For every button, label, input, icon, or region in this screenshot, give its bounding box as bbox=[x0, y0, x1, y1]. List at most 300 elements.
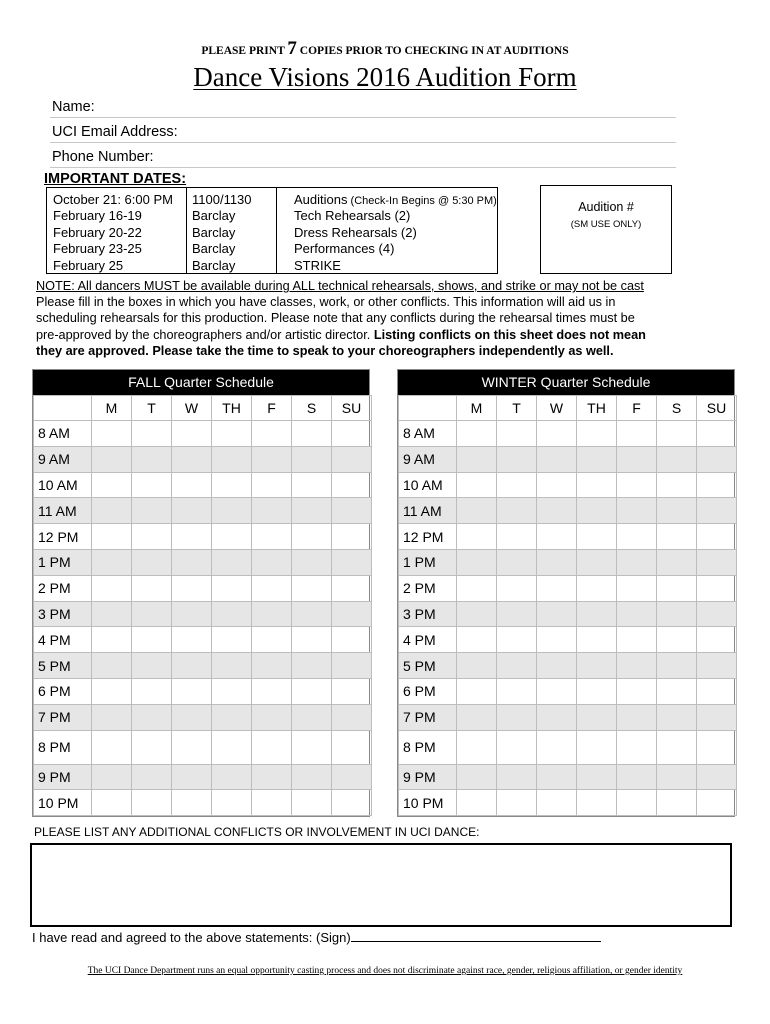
schedule-cell[interactable] bbox=[657, 421, 697, 447]
schedule-cell[interactable] bbox=[577, 446, 617, 472]
schedule-cell[interactable] bbox=[697, 549, 737, 575]
schedule-cell[interactable] bbox=[172, 421, 212, 447]
hour-label: 3 PM bbox=[399, 601, 457, 627]
schedule-cell[interactable] bbox=[252, 627, 292, 653]
print-instruction-post: COPIES PRIOR TO CHECKING IN AT AUDITIONS bbox=[296, 45, 569, 57]
schedule-cell[interactable] bbox=[292, 790, 332, 816]
signature-label: I have read and agreed to the above statements: (Sign) bbox=[32, 930, 351, 945]
hour-label: 7 PM bbox=[34, 704, 92, 730]
schedule-cell[interactable] bbox=[212, 653, 252, 679]
schedule-cell[interactable] bbox=[212, 575, 252, 601]
events-column bbox=[277, 188, 497, 273]
schedule-cell[interactable] bbox=[332, 575, 372, 601]
schedule-cell[interactable] bbox=[697, 678, 737, 704]
hour-label: 1 PM bbox=[399, 549, 457, 575]
schedule-cell[interactable] bbox=[252, 421, 292, 447]
note-line: NOTE: All dancers MUST be available during ALL technical rehearsals, shows, and strike or may not be cast bbox=[36, 279, 644, 293]
schedule-cell[interactable] bbox=[172, 472, 212, 498]
signature-field[interactable] bbox=[351, 930, 601, 942]
day-header: TH bbox=[577, 396, 617, 421]
schedule-cell[interactable] bbox=[132, 446, 172, 472]
hour-row bbox=[399, 549, 737, 575]
schedule-cell[interactable] bbox=[212, 446, 252, 472]
hour-label: 8 PM bbox=[399, 730, 457, 764]
schedule-cell[interactable] bbox=[657, 601, 697, 627]
schedule-cell[interactable] bbox=[252, 653, 292, 679]
schedule-cell[interactable] bbox=[332, 472, 372, 498]
schedule-cell[interactable] bbox=[537, 653, 577, 679]
schedule-cell[interactable] bbox=[537, 730, 577, 764]
audition-number-box bbox=[540, 185, 672, 274]
schedule-cell[interactable] bbox=[497, 575, 537, 601]
schedule-cell[interactable] bbox=[457, 653, 497, 679]
schedule-cell[interactable] bbox=[252, 549, 292, 575]
schedule-cell[interactable] bbox=[577, 627, 617, 653]
schedule-cell[interactable] bbox=[497, 764, 537, 790]
hour-row bbox=[34, 730, 372, 764]
schedule-cell[interactable] bbox=[172, 704, 212, 730]
schedule-cell[interactable] bbox=[657, 678, 697, 704]
schedule-cell[interactable] bbox=[212, 498, 252, 524]
schedule-cell[interactable] bbox=[332, 764, 372, 790]
day-header: SU bbox=[332, 396, 372, 421]
hour-row bbox=[34, 472, 372, 498]
schedule-cell[interactable] bbox=[332, 730, 372, 764]
schedule-cell[interactable] bbox=[537, 790, 577, 816]
hour-label: 8 AM bbox=[399, 421, 457, 447]
schedule-cell[interactable] bbox=[172, 653, 212, 679]
day-header: S bbox=[292, 396, 332, 421]
hour-row bbox=[34, 549, 372, 575]
schedule-cell[interactable] bbox=[537, 627, 577, 653]
schedule-cell[interactable] bbox=[172, 446, 212, 472]
schedule-cell[interactable] bbox=[457, 790, 497, 816]
hour-row bbox=[34, 704, 372, 730]
schedule-cell[interactable] bbox=[577, 472, 617, 498]
hour-row bbox=[34, 653, 372, 679]
schedule-cell[interactable] bbox=[332, 421, 372, 447]
schedule-cell[interactable] bbox=[577, 678, 617, 704]
schedule-cell[interactable] bbox=[292, 627, 332, 653]
schedule-cell[interactable] bbox=[657, 704, 697, 730]
schedule-cell[interactable] bbox=[132, 730, 172, 764]
schedule-cell[interactable] bbox=[132, 524, 172, 550]
schedule-cell[interactable] bbox=[457, 730, 497, 764]
hour-row bbox=[34, 498, 372, 524]
hour-label: 9 AM bbox=[399, 446, 457, 472]
day-header-row bbox=[34, 396, 372, 421]
schedule-cell[interactable] bbox=[497, 524, 537, 550]
hour-label: 9 PM bbox=[34, 764, 92, 790]
schedule-cell[interactable] bbox=[252, 472, 292, 498]
fall-schedule-title: FALL Quarter Schedule bbox=[33, 370, 369, 395]
schedule-cell[interactable] bbox=[657, 524, 697, 550]
schedule-cell[interactable] bbox=[252, 601, 292, 627]
hour-label: 5 PM bbox=[34, 653, 92, 679]
event-cell bbox=[294, 258, 341, 273]
schedule-cell[interactable] bbox=[457, 446, 497, 472]
schedule-cell[interactable] bbox=[212, 524, 252, 550]
schedule-cell[interactable] bbox=[697, 627, 737, 653]
hour-row bbox=[34, 446, 372, 472]
name-field[interactable] bbox=[50, 98, 676, 118]
note-line: scheduling rehearsals for this production. Please note that any conflicts during the rehearsal times must be bbox=[36, 311, 635, 326]
schedule-cell[interactable] bbox=[172, 575, 212, 601]
hour-row bbox=[34, 601, 372, 627]
schedule-cell[interactable] bbox=[617, 653, 657, 679]
schedule-cell[interactable] bbox=[172, 524, 212, 550]
hour-row bbox=[399, 601, 737, 627]
schedule-cell[interactable] bbox=[292, 421, 332, 447]
schedule-cell[interactable] bbox=[92, 498, 132, 524]
hour-label: 4 PM bbox=[34, 627, 92, 653]
schedule-cell[interactable] bbox=[172, 790, 212, 816]
sm-use-only-label: (SM USE ONLY) bbox=[570, 219, 642, 230]
schedule-cell[interactable] bbox=[537, 472, 577, 498]
schedule-cell[interactable] bbox=[92, 627, 132, 653]
winter-schedule bbox=[397, 369, 735, 817]
schedule-cell[interactable] bbox=[697, 575, 737, 601]
schedule-cell[interactable] bbox=[172, 627, 212, 653]
hour-row bbox=[34, 627, 372, 653]
schedule-cell[interactable] bbox=[497, 653, 537, 679]
schedule-cell[interactable] bbox=[617, 498, 657, 524]
schedule-cell[interactable] bbox=[577, 524, 617, 550]
schedule-cell[interactable] bbox=[212, 601, 252, 627]
schedule-cell[interactable] bbox=[132, 704, 172, 730]
note-line: Please fill in the boxes in which you have classes, work, or other conflicts. This information will aid us in bbox=[36, 295, 616, 310]
schedule-cell[interactable] bbox=[457, 524, 497, 550]
important-dates-heading: IMPORTANT DATES: bbox=[44, 171, 187, 187]
schedule-cell[interactable] bbox=[132, 498, 172, 524]
conflicts-textarea[interactable] bbox=[30, 843, 732, 927]
schedule-cell[interactable] bbox=[537, 764, 577, 790]
schedule-cell[interactable] bbox=[577, 764, 617, 790]
hour-label: 9 AM bbox=[34, 446, 92, 472]
schedule-cell[interactable] bbox=[212, 472, 252, 498]
schedule-cell[interactable] bbox=[617, 704, 657, 730]
schedule-cell[interactable] bbox=[212, 549, 252, 575]
schedule-cell[interactable] bbox=[172, 601, 212, 627]
schedule-cell[interactable] bbox=[252, 730, 292, 764]
schedule-cell[interactable] bbox=[617, 575, 657, 601]
schedule-cell[interactable] bbox=[252, 790, 292, 816]
hour-row bbox=[399, 764, 737, 790]
event-name: Dress Rehearsals (2) bbox=[294, 224, 417, 240]
schedule-cell[interactable] bbox=[172, 730, 212, 764]
schedule-cell[interactable] bbox=[457, 575, 497, 601]
hour-label: 3 PM bbox=[34, 601, 92, 627]
schedule-cell[interactable] bbox=[617, 549, 657, 575]
schedule-cell[interactable] bbox=[132, 472, 172, 498]
schedule-cell[interactable] bbox=[212, 730, 252, 764]
schedule-cell[interactable] bbox=[697, 730, 737, 764]
schedule-cell[interactable] bbox=[252, 524, 292, 550]
schedule-cell[interactable] bbox=[92, 653, 132, 679]
schedule-cell[interactable] bbox=[657, 653, 697, 679]
schedule-cell[interactable] bbox=[657, 575, 697, 601]
day-header: T bbox=[497, 396, 537, 421]
email-field[interactable] bbox=[50, 123, 676, 143]
hour-row bbox=[34, 790, 372, 816]
schedule-cell[interactable] bbox=[657, 790, 697, 816]
hour-label: 6 PM bbox=[34, 678, 92, 704]
schedule-cell[interactable] bbox=[92, 549, 132, 575]
schedule-cell[interactable] bbox=[617, 730, 657, 764]
schedule-cell[interactable] bbox=[497, 472, 537, 498]
schedule-cell[interactable] bbox=[332, 524, 372, 550]
form-title: Dance Visions 2016 Audition Form bbox=[193, 62, 577, 92]
schedule-cell[interactable] bbox=[537, 678, 577, 704]
schedule-cell[interactable] bbox=[132, 764, 172, 790]
schedule-cell[interactable] bbox=[697, 704, 737, 730]
schedule-cell[interactable] bbox=[332, 790, 372, 816]
schedule-cell[interactable] bbox=[657, 764, 697, 790]
schedule-cell[interactable] bbox=[332, 549, 372, 575]
schedule-cell[interactable] bbox=[537, 498, 577, 524]
schedule-cell[interactable] bbox=[292, 601, 332, 627]
schedule-cell[interactable] bbox=[212, 678, 252, 704]
schedule-cell[interactable] bbox=[577, 549, 617, 575]
hour-label: 12 PM bbox=[399, 524, 457, 550]
schedule-cell[interactable] bbox=[132, 678, 172, 704]
schedule-cell[interactable] bbox=[292, 472, 332, 498]
schedule-cell[interactable] bbox=[92, 678, 132, 704]
schedule-cell[interactable] bbox=[657, 446, 697, 472]
hour-row bbox=[34, 678, 372, 704]
schedule-cell[interactable] bbox=[292, 575, 332, 601]
fall-schedule-grid bbox=[33, 395, 372, 816]
schedule-cell[interactable] bbox=[497, 498, 537, 524]
hour-label: 11 AM bbox=[399, 498, 457, 524]
name-label: Name: bbox=[52, 99, 95, 115]
schedule-cell[interactable] bbox=[577, 575, 617, 601]
schedule-cell[interactable] bbox=[617, 764, 657, 790]
schedule-cell[interactable] bbox=[292, 730, 332, 764]
schedule-cell[interactable] bbox=[617, 421, 657, 447]
schedule-cell[interactable] bbox=[332, 678, 372, 704]
hour-label: 9 PM bbox=[399, 764, 457, 790]
day-header: W bbox=[537, 396, 577, 421]
schedule-cell[interactable] bbox=[537, 601, 577, 627]
schedule-cell[interactable] bbox=[92, 704, 132, 730]
schedule-cell[interactable] bbox=[497, 601, 537, 627]
schedule-cell[interactable] bbox=[212, 790, 252, 816]
note-line bbox=[36, 327, 736, 343]
schedule-cell[interactable] bbox=[697, 421, 737, 447]
schedule-cell[interactable] bbox=[172, 498, 212, 524]
schedule-cell[interactable] bbox=[497, 549, 537, 575]
schedule-cell[interactable] bbox=[457, 472, 497, 498]
day-header: F bbox=[617, 396, 657, 421]
schedule-cell[interactable] bbox=[617, 678, 657, 704]
note-bold-text: they are approved. Please take the time to speak to your choreographers independently as well. bbox=[36, 343, 614, 358]
schedule-cell[interactable] bbox=[172, 678, 212, 704]
schedule-cell[interactable] bbox=[132, 421, 172, 447]
schedule-cell[interactable] bbox=[537, 524, 577, 550]
schedule-cell[interactable] bbox=[537, 704, 577, 730]
schedule-cell[interactable] bbox=[697, 790, 737, 816]
schedule-cell[interactable] bbox=[92, 421, 132, 447]
schedule-cell[interactable] bbox=[657, 472, 697, 498]
schedule-cell[interactable] bbox=[132, 790, 172, 816]
schedule-cell[interactable] bbox=[332, 653, 372, 679]
hour-label: 8 AM bbox=[34, 421, 92, 447]
schedule-cell[interactable] bbox=[457, 421, 497, 447]
schedule-cell[interactable] bbox=[212, 704, 252, 730]
day-header: M bbox=[92, 396, 132, 421]
note-paragraph bbox=[36, 278, 736, 359]
schedule-cell[interactable] bbox=[657, 549, 697, 575]
schedule-cell[interactable] bbox=[497, 627, 537, 653]
schedule-cell[interactable] bbox=[92, 524, 132, 550]
schedule-cell[interactable] bbox=[332, 601, 372, 627]
schedule-cell[interactable] bbox=[457, 704, 497, 730]
schedule-cell[interactable] bbox=[292, 524, 332, 550]
schedule-cell[interactable] bbox=[132, 653, 172, 679]
hour-row bbox=[399, 653, 737, 679]
email-label: UCI Email Address: bbox=[52, 124, 178, 140]
schedule-cell[interactable] bbox=[457, 601, 497, 627]
print-instruction bbox=[0, 38, 770, 60]
schedule-cell[interactable] bbox=[292, 704, 332, 730]
schedule-cell[interactable] bbox=[92, 764, 132, 790]
schedule-cell[interactable] bbox=[617, 601, 657, 627]
schedule-cell[interactable] bbox=[697, 446, 737, 472]
schedule-cell[interactable] bbox=[457, 627, 497, 653]
hour-row bbox=[34, 524, 372, 550]
event-cell bbox=[294, 208, 410, 223]
location-cell: Barclay bbox=[192, 224, 236, 240]
schedule-cell[interactable] bbox=[697, 653, 737, 679]
schedule-cell[interactable] bbox=[537, 446, 577, 472]
hour-row bbox=[399, 730, 737, 764]
event-name: Auditions bbox=[294, 192, 348, 207]
location-cell: 1100/1130 bbox=[192, 192, 252, 207]
schedule-cell[interactable] bbox=[497, 704, 537, 730]
schedule-cell[interactable] bbox=[577, 498, 617, 524]
schedule-cell[interactable] bbox=[497, 678, 537, 704]
date-cell: February 23-25 bbox=[53, 241, 142, 257]
location-cell: Barclay bbox=[192, 241, 236, 257]
schedule-cell[interactable] bbox=[292, 498, 332, 524]
fall-schedule bbox=[32, 369, 370, 817]
winter-schedule-grid bbox=[398, 395, 737, 816]
hour-label: 12 PM bbox=[34, 524, 92, 550]
schedule-cell[interactable] bbox=[132, 627, 172, 653]
schedule-cell[interactable] bbox=[697, 601, 737, 627]
day-header: S bbox=[657, 396, 697, 421]
schedule-cell[interactable] bbox=[617, 790, 657, 816]
schedule-cell[interactable] bbox=[697, 472, 737, 498]
hour-row bbox=[399, 421, 737, 447]
event-cell bbox=[294, 225, 417, 240]
schedule-cell[interactable] bbox=[457, 549, 497, 575]
day-header: F bbox=[252, 396, 292, 421]
schedule-cell[interactable] bbox=[537, 549, 577, 575]
schedule-cell[interactable] bbox=[212, 627, 252, 653]
schedule-cell[interactable] bbox=[332, 704, 372, 730]
schedule-cell[interactable] bbox=[212, 764, 252, 790]
schedule-cell[interactable] bbox=[292, 764, 332, 790]
hour-label: 8 PM bbox=[34, 730, 92, 764]
schedule-cell[interactable] bbox=[332, 498, 372, 524]
schedule-cell[interactable] bbox=[252, 704, 292, 730]
schedule-cell[interactable] bbox=[92, 601, 132, 627]
schedule-cell[interactable] bbox=[497, 446, 537, 472]
schedule-cell[interactable] bbox=[497, 421, 537, 447]
day-header: SU bbox=[697, 396, 737, 421]
schedule-cell[interactable] bbox=[92, 790, 132, 816]
schedule-cell[interactable] bbox=[697, 524, 737, 550]
locations-column bbox=[187, 188, 277, 273]
hour-row bbox=[399, 704, 737, 730]
schedule-cell[interactable] bbox=[697, 498, 737, 524]
schedule-cell[interactable] bbox=[292, 446, 332, 472]
schedule-cell[interactable] bbox=[252, 498, 292, 524]
schedule-cell[interactable] bbox=[172, 549, 212, 575]
schedule-cell[interactable] bbox=[617, 446, 657, 472]
schedule-cell[interactable] bbox=[212, 421, 252, 447]
hour-row bbox=[399, 790, 737, 816]
schedule-cell[interactable] bbox=[332, 446, 372, 472]
schedule-cell[interactable] bbox=[537, 575, 577, 601]
hour-row bbox=[399, 627, 737, 653]
phone-field[interactable] bbox=[50, 148, 676, 168]
schedule-cell[interactable] bbox=[252, 764, 292, 790]
schedule-cell[interactable] bbox=[577, 730, 617, 764]
schedule-cell[interactable] bbox=[617, 524, 657, 550]
schedule-cell[interactable] bbox=[292, 549, 332, 575]
schedule-cell[interactable] bbox=[252, 575, 292, 601]
schedule-cell[interactable] bbox=[497, 730, 537, 764]
schedule-cell[interactable] bbox=[457, 764, 497, 790]
schedule-cell[interactable] bbox=[617, 472, 657, 498]
schedule-cell[interactable] bbox=[252, 446, 292, 472]
schedule-cell[interactable] bbox=[617, 627, 657, 653]
schedule-cell[interactable] bbox=[457, 498, 497, 524]
schedule-cell[interactable] bbox=[92, 730, 132, 764]
schedule-cell[interactable] bbox=[657, 498, 697, 524]
schedule-cell[interactable] bbox=[497, 790, 537, 816]
schedule-cell[interactable] bbox=[132, 601, 172, 627]
schedule-cell[interactable] bbox=[132, 575, 172, 601]
schedule-cell[interactable] bbox=[457, 678, 497, 704]
schedule-cell[interactable] bbox=[332, 627, 372, 653]
schedule-cell[interactable] bbox=[657, 730, 697, 764]
schedule-cell[interactable] bbox=[697, 764, 737, 790]
schedule-cell[interactable] bbox=[132, 549, 172, 575]
schedule-cell[interactable] bbox=[92, 472, 132, 498]
schedule-cell[interactable] bbox=[92, 575, 132, 601]
schedule-cell[interactable] bbox=[92, 446, 132, 472]
schedule-cell[interactable] bbox=[252, 678, 292, 704]
schedule-cell[interactable] bbox=[577, 421, 617, 447]
schedule-cell[interactable] bbox=[537, 421, 577, 447]
event-name: STRIKE bbox=[294, 257, 341, 273]
date-cell: October 21: 6:00 PM bbox=[53, 192, 173, 207]
schedule-cell[interactable] bbox=[172, 764, 212, 790]
schedule-cell[interactable] bbox=[292, 678, 332, 704]
schedule-cell[interactable] bbox=[577, 653, 617, 679]
schedule-cell[interactable] bbox=[577, 704, 617, 730]
hour-label: 10 AM bbox=[399, 472, 457, 498]
schedule-cell[interactable] bbox=[657, 627, 697, 653]
schedule-cell[interactable] bbox=[292, 653, 332, 679]
schedule-cell[interactable] bbox=[577, 601, 617, 627]
schedule-cell[interactable] bbox=[577, 790, 617, 816]
note-text: pre-approved by the choreographers and/or artistic director. bbox=[36, 327, 374, 342]
